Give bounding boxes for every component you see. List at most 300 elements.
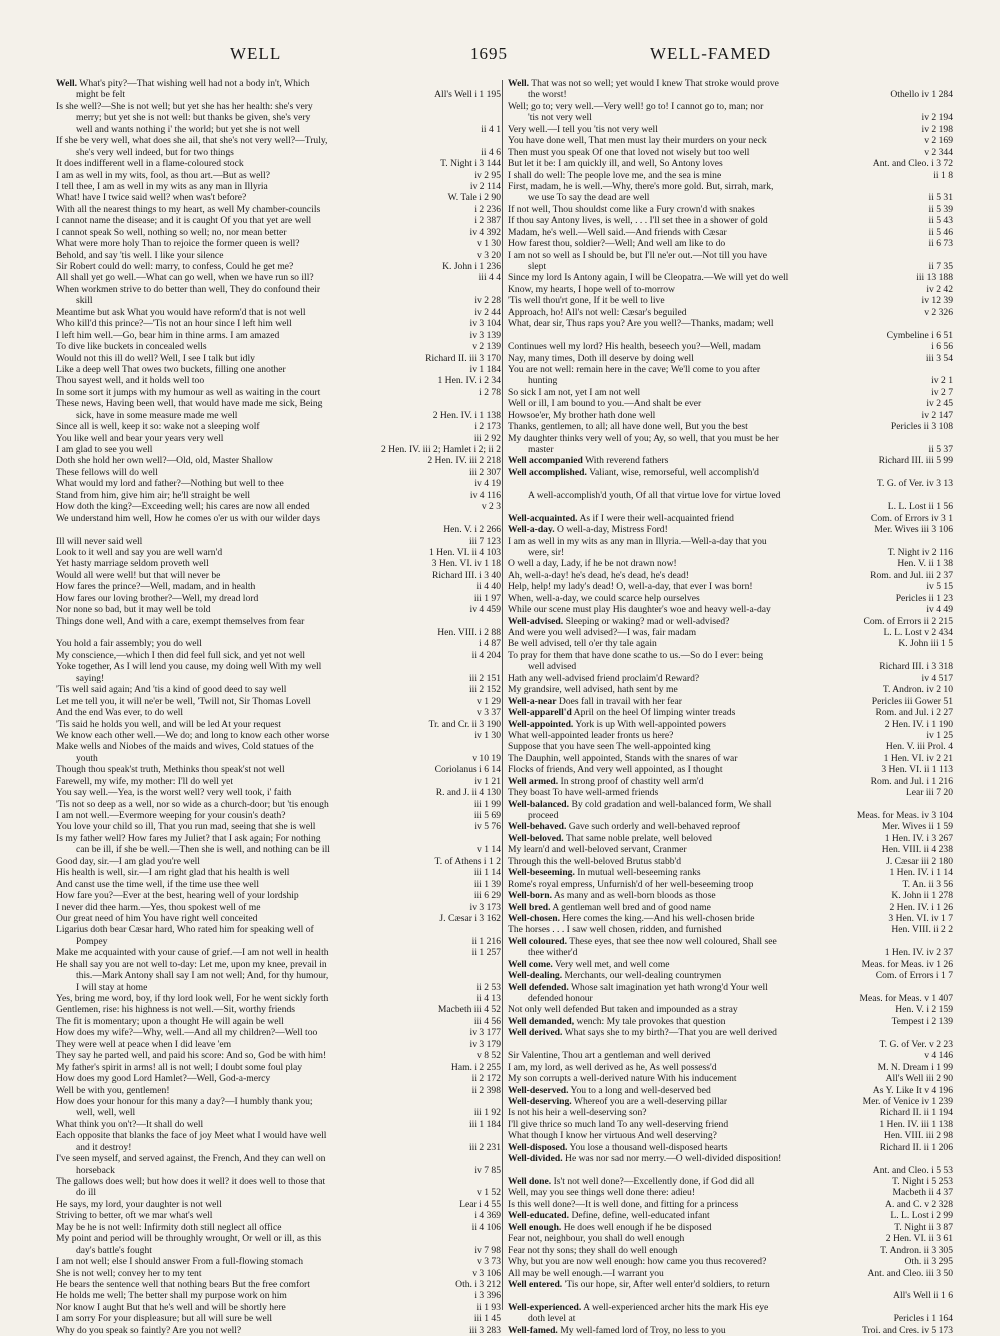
entry-text	[56, 170, 270, 181]
entry-line	[56, 147, 501, 158]
entry-text	[508, 1233, 684, 1244]
entry-text	[508, 1302, 768, 1313]
entry-text	[508, 1256, 766, 1267]
quotation: In some sort it jumps with my humour as well as waiting in the court	[56, 386, 321, 398]
entry-text	[508, 1062, 717, 1073]
entry-text	[56, 799, 329, 810]
entry-line	[56, 421, 501, 432]
entry-text	[508, 501, 528, 512]
entry-line	[56, 433, 501, 444]
quotation: You hold a fair assembly; you do well	[56, 638, 202, 650]
citation: Pericles ii 3 108	[887, 421, 953, 432]
entry-line	[56, 650, 501, 661]
entry-text	[56, 616, 304, 627]
quotation: Rome's royal empress, Unfurnish'd of her well-beseeming troop	[508, 878, 754, 890]
entry-line	[508, 204, 953, 215]
entry-line	[56, 1290, 501, 1301]
entry-text	[56, 1222, 282, 1233]
entry-text	[508, 272, 788, 283]
citation: All's Well iii 2 90	[882, 1073, 953, 1084]
entry-text	[56, 135, 327, 146]
quotation: You to a long and well-deserved bed	[570, 1084, 711, 1096]
entry-line	[508, 867, 953, 878]
entry-text	[56, 1233, 321, 1244]
quotation: If not well, Thou shouldst come like a Fury crown'd with snakes	[508, 203, 755, 215]
citation: v 2 344	[920, 147, 953, 158]
headword: Well-chosen.	[508, 912, 560, 924]
quotation: 'Tis said he holds you well, and will be led At your request	[56, 718, 281, 730]
citation: 3 Hen. VI. iv 1 18	[428, 558, 501, 569]
entry-text	[56, 444, 152, 455]
quotation: Ah, well-a-day! he's dead, he's dead, he's dead!	[508, 569, 689, 581]
entry-text	[56, 318, 292, 329]
quotation: Who kill'd this prince?—'Tis not an hour since I left him well	[56, 318, 292, 330]
entry-text	[56, 993, 328, 1004]
quotation: Why, but you are now well enough: how came you thus recovered?	[508, 1256, 767, 1268]
entry-text	[508, 856, 681, 867]
citation: ii 1 257	[468, 947, 501, 958]
quotation: well and wants nothing i' the world; but yet she is not well	[76, 123, 300, 135]
quotation: Gentlemen, rise: his highness is not well.—Sit, worthy friends	[56, 1004, 296, 1016]
quotation: And canst use the time well, if the time use thee well	[56, 878, 260, 890]
citation: Pericles i 1 164	[890, 1313, 953, 1324]
quotation: What's pity?—That wishing well had not a body in't, Which	[79, 78, 310, 89]
quotation: My father's spirit in arms! all is not well; I doubt some foul play	[56, 1061, 303, 1073]
quotation: Ligarius doth bear Cæsar hard, Who rated him for speaking well of	[56, 924, 314, 936]
quotation: Stand from him, give him air; he'll straight be well	[56, 489, 251, 501]
citation: Com. of Errors ii 2 215	[859, 616, 953, 627]
entry-line	[508, 913, 953, 924]
quotation: Well; go to; very well.—Very well! go to! I cannot go to, man; nor	[508, 100, 764, 112]
citation: iv 4 517	[918, 673, 953, 684]
citation: 2 Hen. IV. i 1 26	[885, 902, 953, 913]
entry-line	[508, 421, 953, 432]
citation: iii 3 54	[922, 353, 953, 364]
quotation: How doth the king?—Exceeding well; his cares are now all ended	[56, 501, 310, 513]
citation: Rom. and Jul. i 2 27	[871, 707, 953, 718]
quotation: All shall yet go well.—What can go well, when we have run so ill?	[56, 272, 314, 284]
citation: ii 5 43	[924, 215, 953, 226]
citation: iv 2 7	[927, 387, 953, 398]
quotation: April on the heel Of limping winter treads	[573, 707, 736, 719]
entry-text	[56, 261, 293, 272]
entry-text	[508, 719, 726, 730]
quotation: Fear not, neighbour, you shall do well enough	[508, 1233, 685, 1245]
entry-line	[56, 959, 501, 970]
quotation: By cold gradation and well-balanced form, We shall	[571, 798, 772, 810]
entry-text	[508, 993, 593, 1004]
entry-line	[56, 673, 501, 684]
entry-line	[508, 89, 953, 100]
entry-line	[56, 227, 501, 238]
citation: i 6 56	[927, 341, 953, 352]
quotation: Well or ill, I am bound to you.—And shalt be ever	[508, 398, 702, 410]
entry-line	[56, 879, 501, 890]
citation: All's Well i 1 195	[430, 89, 501, 100]
citation: ii 5 46	[924, 227, 953, 238]
entry-text	[56, 1142, 131, 1153]
entry-text	[56, 856, 200, 867]
citation: v 3 73	[473, 1256, 501, 1267]
quotation: The fit is momentary; upon a thought He will again be well	[56, 1015, 284, 1027]
quotation: proceed	[528, 810, 559, 821]
quotation: How fares the prince?—Well, madam, and in health	[56, 581, 256, 593]
citation: 3 Hen. VI. iv 1 7	[884, 913, 953, 924]
headword: Well-educated.	[508, 1210, 570, 1222]
entry-text	[56, 741, 314, 752]
headword: Well-beloved.	[508, 832, 564, 844]
entry-text	[56, 1004, 295, 1015]
citation: iii 5 69	[470, 810, 501, 821]
entry-line	[56, 1325, 501, 1336]
entry-line	[508, 501, 953, 512]
entry-text	[56, 112, 310, 123]
entry-line	[56, 604, 501, 615]
citation: ii 1 93	[472, 1302, 501, 1313]
citation: v 3 37	[473, 707, 501, 718]
citation: i 4 369	[470, 1210, 501, 1221]
entry-line	[508, 1039, 953, 1050]
citation: Com. of Errors iv 3 1	[867, 513, 953, 524]
headword: Well-apparell'd	[508, 707, 572, 719]
entry-text	[508, 1119, 728, 1130]
quotation: You are not well: remain here in the cave; We'll come to you after	[508, 363, 761, 375]
citation: iv 2 194	[918, 112, 953, 123]
entry-text	[56, 833, 321, 844]
quotation: I am glad to see you well	[56, 444, 153, 455]
entry-line	[56, 353, 501, 364]
entry-text	[508, 421, 748, 432]
quotation: Doth she hold her own well?—Old, old, Master Shallow	[56, 455, 273, 467]
quotation: Thou sayest well, and it holds well too	[56, 375, 205, 387]
quotation: And the end Was ever, to do well	[56, 707, 184, 719]
entry-text	[508, 1325, 726, 1336]
entry-line	[56, 547, 501, 558]
entry-text	[508, 1222, 712, 1233]
quotation: Behold, and say 'tis well. I like your silence	[56, 249, 224, 261]
entry-line	[508, 856, 953, 867]
entry-line	[508, 341, 953, 352]
entry-text	[56, 238, 300, 249]
citation: iv 2 1	[927, 375, 953, 386]
entry-line	[56, 661, 501, 672]
entry-line	[56, 341, 501, 352]
citation: K. John i 1 236	[438, 261, 501, 272]
headword: Well.	[508, 78, 530, 89]
citation: 1 Hen. IV. i 2 34	[433, 375, 501, 386]
entry-text	[56, 455, 273, 466]
entry-text	[508, 318, 774, 329]
citation: iv 3 104	[466, 318, 501, 329]
quotation: I am sorry For your displeasure; but all will sure be well	[56, 1313, 273, 1325]
quotation: Approach, ho! All's not well: Cæsar's beguiled	[508, 306, 687, 318]
entry-line	[56, 696, 501, 707]
entry-text	[56, 1325, 241, 1336]
entry-text	[56, 787, 291, 798]
citation: v 4 146	[920, 1050, 953, 1061]
entry-text	[508, 902, 711, 913]
entry-text	[56, 1245, 152, 1256]
citation: Oth. ii 3 295	[900, 1256, 953, 1267]
entry-line	[56, 158, 501, 169]
entry-line	[508, 330, 953, 341]
entry-text	[56, 627, 76, 638]
quotation: Continues well my lord? His health, beseech you?—Well, madam	[508, 341, 761, 353]
quotation: Fear not thy sons; they shall do well enough	[508, 1244, 678, 1256]
entry-line	[56, 307, 501, 318]
entry-text	[508, 284, 675, 295]
citation: 2 Hen. IV. iii 2; Hamlet i 2; ii 2	[377, 444, 501, 455]
entry-text	[508, 913, 754, 924]
entry-line	[508, 1165, 953, 1176]
headword: Well-appointed.	[508, 718, 574, 730]
quotation: defended honour	[528, 993, 593, 1004]
quotation: Suppose that you have seen The well-appointed king	[508, 741, 711, 753]
citation: iv 3 139	[466, 330, 501, 341]
entry-line	[508, 1004, 953, 1015]
quotation: They boast To have well-armed friends	[508, 787, 659, 799]
entry-line	[56, 593, 501, 604]
entry-line	[508, 181, 953, 192]
citation: Othello iv 1 284	[886, 89, 953, 100]
entry-line	[508, 478, 953, 489]
citation: 1 Hen. IV. i 1 14	[885, 867, 953, 878]
quotation: To dive like buckets in concealed wells	[56, 341, 207, 353]
entry-text	[56, 1085, 170, 1096]
quotation: Pompey	[76, 935, 108, 947]
headword: Well-a-day.	[508, 524, 555, 536]
citation: Oth. i 3 212	[451, 1279, 501, 1290]
entry-line	[56, 1153, 501, 1164]
entry-line	[508, 364, 953, 375]
entry-text	[508, 101, 763, 112]
quotation: Define, define, well-educated infant	[571, 1210, 710, 1222]
entry-text	[56, 719, 281, 730]
quotation: well, well, well	[76, 1107, 136, 1119]
entry-text	[56, 604, 211, 615]
quotation: Well, may you see things well done there: adieu!	[508, 1187, 696, 1199]
entry-text	[508, 181, 773, 192]
headword: Well-beseeming.	[508, 867, 575, 879]
quotation: O well a day, Lady, if he be not drawn now!	[508, 558, 677, 570]
citation: Hen. V. i 2 159	[891, 1004, 953, 1015]
headword: Well accompanied	[508, 455, 583, 467]
entry-line	[56, 536, 501, 547]
quotation: My well-famed lord of Troy, no less to you	[560, 1324, 726, 1336]
entry-line	[508, 250, 953, 261]
entry-line	[56, 867, 501, 878]
quotation: I left him well.—Go, bear him in thine arms. I am amazed	[56, 329, 280, 341]
citation: iii 3 283	[465, 1325, 501, 1336]
citation: Coriolanus i 6 14	[431, 764, 501, 775]
headword: Well done.	[508, 1176, 552, 1187]
citation: iv 12 39	[918, 295, 953, 306]
citation: iii 13 188	[912, 272, 953, 283]
quotation: I am, my lord, as well derived as he, As well possess'd	[508, 1061, 717, 1073]
entry-text	[508, 799, 771, 810]
entry-line	[508, 1302, 953, 1313]
quotation: Yes, bring me word, boy, if thy lord look well, For he went sickly forth	[56, 993, 329, 1004]
quotation: Whose salt imagination yet hath wrong'd Your well	[571, 981, 768, 993]
entry-line	[56, 993, 501, 1004]
citation: iv 2 95	[470, 170, 501, 181]
headword: Well-experienced.	[508, 1301, 582, 1313]
entry-line	[56, 799, 501, 810]
entry-line	[508, 387, 953, 398]
entry-text	[56, 879, 259, 890]
citation: iv 5 15	[922, 581, 953, 592]
entry-line	[508, 833, 953, 844]
quotation: this.—Mark Antony shall say I am not well; And, for thy humour,	[76, 970, 329, 982]
entry-text	[508, 947, 577, 958]
entry-line	[56, 375, 501, 386]
citation: iii 1 97	[470, 593, 501, 604]
entry-line	[508, 1176, 953, 1187]
entry-text	[508, 1096, 727, 1107]
entry-text	[56, 89, 125, 100]
entry-line	[56, 135, 501, 146]
citation: iii 2 152	[465, 684, 501, 695]
entry-line	[56, 753, 501, 764]
entry-text	[508, 1085, 711, 1096]
citation: 1 Hen. IV. iii 1 138	[875, 1119, 953, 1130]
entry-line	[508, 821, 953, 832]
citation: iv 4 19	[470, 478, 501, 489]
citation: M. N. Dream i 1 99	[874, 1062, 953, 1073]
entry-text	[56, 147, 234, 158]
entry-line	[508, 707, 953, 718]
citation: iv 3 179	[466, 1039, 501, 1050]
entry-line	[508, 158, 953, 169]
entry-text	[56, 101, 313, 112]
entry-text	[508, 730, 673, 741]
quotation: 'tis not very well	[528, 112, 592, 124]
entry-text	[56, 970, 328, 981]
quotation: The gallows does well; but how does it well? it does well to those that	[56, 1176, 326, 1187]
headword: Well-born.	[508, 890, 552, 902]
citation: Richard III. iii 5 99	[875, 455, 953, 466]
citation: iii 1 184	[465, 1119, 501, 1130]
quotation: O well-a-day, Mistress Ford!	[557, 524, 668, 536]
entry-text	[508, 844, 687, 855]
entry-text	[508, 959, 670, 970]
entry-text	[508, 513, 734, 524]
entry-line	[56, 982, 501, 993]
quotation: Sleeping or waking? mad or well-advised?	[565, 615, 730, 627]
quotation: So sick I am not, yet I am not well	[508, 386, 641, 398]
entry-line	[508, 684, 953, 695]
citation: ii 4 13	[472, 993, 501, 1004]
quotation: How farest thou, soldier?—Well; And well am like to do	[508, 238, 726, 250]
entry-line	[508, 272, 953, 283]
quotation: My grandsire, well advised, hath sent by me	[508, 684, 678, 696]
entry-text	[56, 821, 315, 832]
entry-line	[508, 753, 953, 764]
citation: R. and J. ii 4 130	[432, 787, 501, 798]
quotation: You have done well, That men must lay their murders on your neck	[508, 135, 767, 147]
entry-line	[56, 410, 501, 421]
entry-line	[56, 970, 501, 981]
quotation: I cannot name the disease; and it is caught Of you that yet are well	[56, 215, 312, 227]
quotation: As if I were their well-acquainted friend	[579, 512, 734, 524]
quotation: What! have I twice said well? when was't before?	[56, 192, 247, 204]
citation: Tr. and Cr. ii 3 190	[425, 719, 501, 730]
citation: Pericles iii Gower 51	[868, 696, 953, 707]
quotation: I will stay at home	[76, 981, 148, 993]
header-left-word: WELL	[230, 44, 282, 63]
quotation: Is she well?—She is not well; but yet she has her health: she's very	[56, 100, 313, 112]
entry-text	[56, 204, 320, 215]
entry-line	[508, 776, 953, 787]
citation: ii 7 35	[924, 261, 953, 272]
entry-line	[56, 1176, 501, 1187]
entry-text	[508, 89, 567, 100]
headword: Well coloured.	[508, 935, 567, 947]
quotation: skill	[76, 295, 93, 307]
entry-line	[56, 1039, 501, 1050]
citation: Meas. for Meas. iv 3 104	[853, 810, 953, 821]
quotation: These fellows will do well	[56, 466, 158, 478]
entry-line	[508, 1050, 953, 1061]
entry-line	[56, 261, 501, 272]
quotation: I'll give thrice so much land To any well-deserving friend	[508, 1118, 729, 1130]
citation: iii 1 39	[470, 879, 501, 890]
quotation: She is not well; convey her to my tent	[56, 1267, 202, 1279]
entry-text	[508, 1313, 575, 1324]
citation: ii 5 31	[924, 192, 953, 203]
entry-line	[56, 558, 501, 569]
quotation: Help, help! my lady's dead! O, well-a-day, that ever I was born!	[508, 581, 753, 593]
quotation: Thanks, gentlemen, to all; all have done well, But you the best	[508, 421, 748, 433]
headword: Well demanded,	[508, 1015, 575, 1027]
quotation: I tell thee, I am as well in my wits as any man in Illyria	[56, 180, 268, 192]
citation: T. Night iv 2 116	[884, 547, 953, 558]
citation: ii 4 204	[468, 650, 501, 661]
quotation: Does fall in travail with her fear	[558, 695, 682, 707]
quotation: They were well at peace when I did leave 'em	[56, 1038, 232, 1050]
entry-text	[508, 1039, 528, 1050]
entry-line	[508, 604, 953, 615]
headword: Well-deserving.	[508, 1095, 572, 1107]
entry-line	[508, 1142, 953, 1153]
entry-text	[56, 478, 284, 489]
entry-line	[56, 581, 501, 592]
header-right-word: WELL-FAMED	[650, 44, 772, 63]
entry-line	[508, 593, 953, 604]
entry-text	[508, 78, 779, 89]
entry-text	[508, 593, 700, 604]
citation: iii 1 14	[470, 867, 501, 878]
quotation: and it destroy!	[76, 1141, 132, 1153]
entry-line	[56, 924, 501, 935]
quotation: These news, Having been well, that would have made me sick, Being	[56, 398, 323, 410]
quotation: Very well met, and well come	[555, 958, 670, 970]
entry-line	[508, 135, 953, 146]
left-column	[56, 78, 501, 1336]
entry-line	[508, 638, 953, 649]
entry-text	[508, 250, 767, 261]
entry-text	[56, 776, 233, 787]
entry-line	[508, 444, 953, 455]
entry-text	[508, 112, 592, 123]
entry-text	[508, 455, 668, 466]
entry-text	[508, 1107, 647, 1118]
citation: i 2 387	[470, 215, 501, 226]
quotation: Each opposite that blanks the face of joy Meet what I would have well	[56, 1130, 327, 1142]
quotation: she's very well indeed, but for two things	[76, 146, 234, 158]
headword: Well-dealing.	[508, 970, 563, 982]
citation: iii 2 92	[470, 433, 501, 444]
